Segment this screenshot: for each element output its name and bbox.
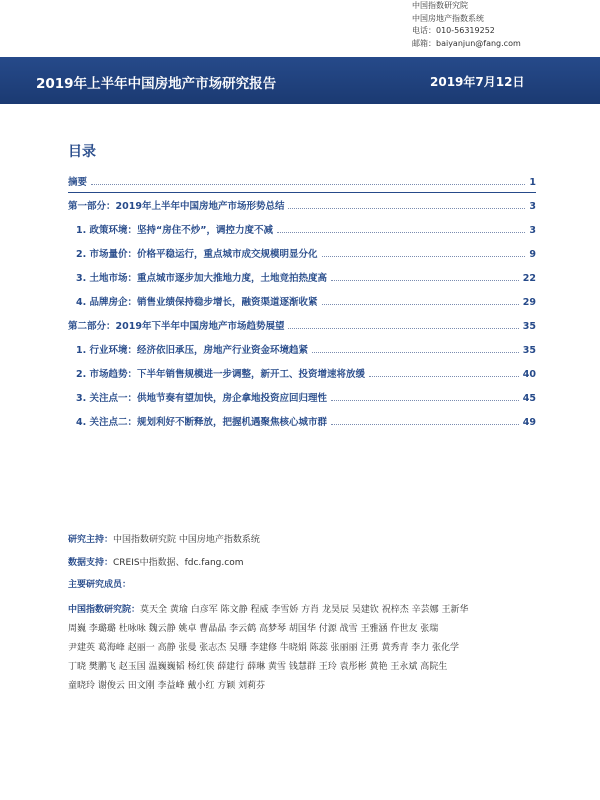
report-title: 2019年上半年中国房地产市场研究报告 bbox=[36, 76, 277, 92]
toc-item-page: 35 bbox=[522, 321, 536, 332]
toc-leader-dots bbox=[288, 208, 525, 209]
members-names: 莫天全 黄瑜 白彦军 陈文静 程威 李雪娇 方肖 龙昊辰 吴建钦 祝梓杰 辛芸娜 王新华 bbox=[140, 605, 469, 615]
contact-email: 邮箱：baiyanjun@fang.com bbox=[412, 38, 521, 48]
toc-item-part2-4[interactable] bbox=[76, 414, 536, 428]
toc-item-label: 摘要 bbox=[68, 177, 88, 188]
toc-item-part2-3[interactable] bbox=[76, 390, 536, 404]
toc-item-label: 第二部分：2019年下半年中国房地产市场趋势展望 bbox=[68, 321, 285, 332]
report-banner bbox=[0, 57, 600, 104]
toc-item-part1-4[interactable] bbox=[76, 294, 536, 308]
toc-leader-dots bbox=[277, 232, 525, 233]
members-line: 周巍 李璐璐 杜咏咏 魏云静 姚卓 曹晶晶 李云鹤 高梦琴 胡国华 付源 战雪 王雅涵 仵世友 张瑞 bbox=[68, 624, 439, 634]
data-support bbox=[68, 555, 243, 568]
toc-item-page: 3 bbox=[529, 225, 536, 236]
toc-item-part2[interactable] bbox=[68, 318, 536, 332]
toc-leader-dots bbox=[91, 184, 525, 185]
report-date: 2019年7月12日 bbox=[430, 75, 525, 89]
toc-item-label: 4. 关注点二：规划利好不断释放，把握机遇聚焦核心城市群 bbox=[76, 417, 328, 428]
toc-item-page: 35 bbox=[522, 345, 536, 356]
toc-item-page: 29 bbox=[522, 297, 536, 308]
members-org: 中国指数研究院： bbox=[68, 605, 141, 615]
members-list bbox=[68, 601, 538, 696]
research-lead bbox=[68, 532, 260, 545]
toc-item-page: 40 bbox=[522, 369, 536, 380]
toc-leader-dots bbox=[331, 424, 519, 425]
toc-leader-dots bbox=[331, 280, 519, 281]
toc-item-part1[interactable] bbox=[68, 198, 536, 212]
toc-item-label: 第一部分：2019年上半年中国房地产市场形势总结 bbox=[68, 201, 285, 212]
toc-item-label: 1. 政策环境：坚持“房住不炒”，调控力度不减 bbox=[76, 225, 274, 236]
data-support-key: 数据支持： bbox=[68, 558, 114, 568]
toc-item-page: 22 bbox=[522, 273, 536, 284]
toc-item-label: 3. 土地市场：重点城市逐步加大推地力度，土地竞拍热度高 bbox=[76, 273, 328, 284]
contact-org2: 中国房地产指数系统 bbox=[412, 13, 484, 23]
toc-leader-dots bbox=[331, 400, 519, 401]
toc-divider bbox=[68, 192, 536, 193]
toc-item-part2-1[interactable] bbox=[76, 342, 536, 356]
toc-item-summary[interactable] bbox=[68, 174, 536, 188]
research-lead-value: 中国指数研究院 中国房地产指数系统 bbox=[113, 535, 260, 545]
toc-item-page: 1 bbox=[529, 177, 536, 188]
members-line: 丁晓 樊鹏飞 赵玉国 温巍巍韬 杨红侠 薛建行 薛琳 黄雪 钱慧群 王玲 袁彤彬 黄艳 王永斌 高院生 bbox=[68, 662, 448, 672]
toc-item-page: 49 bbox=[522, 417, 536, 428]
contact-phone: 电话：010-56319252 bbox=[412, 26, 495, 35]
toc-heading: 目录 bbox=[68, 144, 96, 160]
contact-org1: 中国指数研究院 bbox=[412, 1, 468, 10]
data-support-value: CREIS中指数据、fdc.fang.com bbox=[113, 558, 244, 568]
toc-leader-dots bbox=[369, 376, 519, 377]
toc-item-label: 2. 市场趋势：下半年销售规模进一步调整，新开工、投资增速将放缓 bbox=[76, 369, 366, 380]
research-lead-key: 研究主持： bbox=[68, 535, 114, 545]
toc-item-page: 45 bbox=[522, 393, 536, 404]
toc-item-part1-1[interactable] bbox=[76, 222, 536, 236]
contact-block bbox=[412, 0, 521, 50]
toc-item-part1-3[interactable] bbox=[76, 270, 536, 284]
toc-leader-dots bbox=[312, 352, 519, 353]
members-title: 主要研究成员： bbox=[68, 580, 132, 590]
toc-item-label: 2. 市场量价：价格平稳运行，重点城市成交规模明显分化 bbox=[76, 249, 318, 260]
toc-item-label: 3. 关注点一：供地节奏有望加快，房企拿地投资应回归理性 bbox=[76, 393, 328, 404]
toc-leader-dots bbox=[288, 328, 518, 329]
toc-leader-dots bbox=[322, 304, 519, 305]
toc-item-label: 1. 行业环境：经济依旧承压，房地产行业资金环境趋紧 bbox=[76, 345, 309, 356]
members-line: 尹建英 葛海峰 赵丽一 高静 张曼 张志杰 吴珊 李建修 牛晓娟 陈蕊 张丽丽 汪勇 黄秀青 李力 张化学 bbox=[68, 643, 460, 653]
toc-item-page: 3 bbox=[529, 201, 536, 212]
toc-leader-dots bbox=[322, 256, 526, 257]
members-line bbox=[68, 601, 538, 620]
toc-item-page: 9 bbox=[529, 249, 536, 260]
toc-item-label: 4. 品牌房企：销售业绩保持稳步增长，融资渠道逐渐收紧 bbox=[76, 297, 318, 308]
toc-item-part2-2[interactable] bbox=[76, 366, 536, 380]
toc-item-part1-2[interactable] bbox=[76, 246, 536, 260]
members-line: 童晓玲 谢俊云 田文刚 李益峰 戴小红 方颖 刘莉芬 bbox=[68, 681, 266, 691]
